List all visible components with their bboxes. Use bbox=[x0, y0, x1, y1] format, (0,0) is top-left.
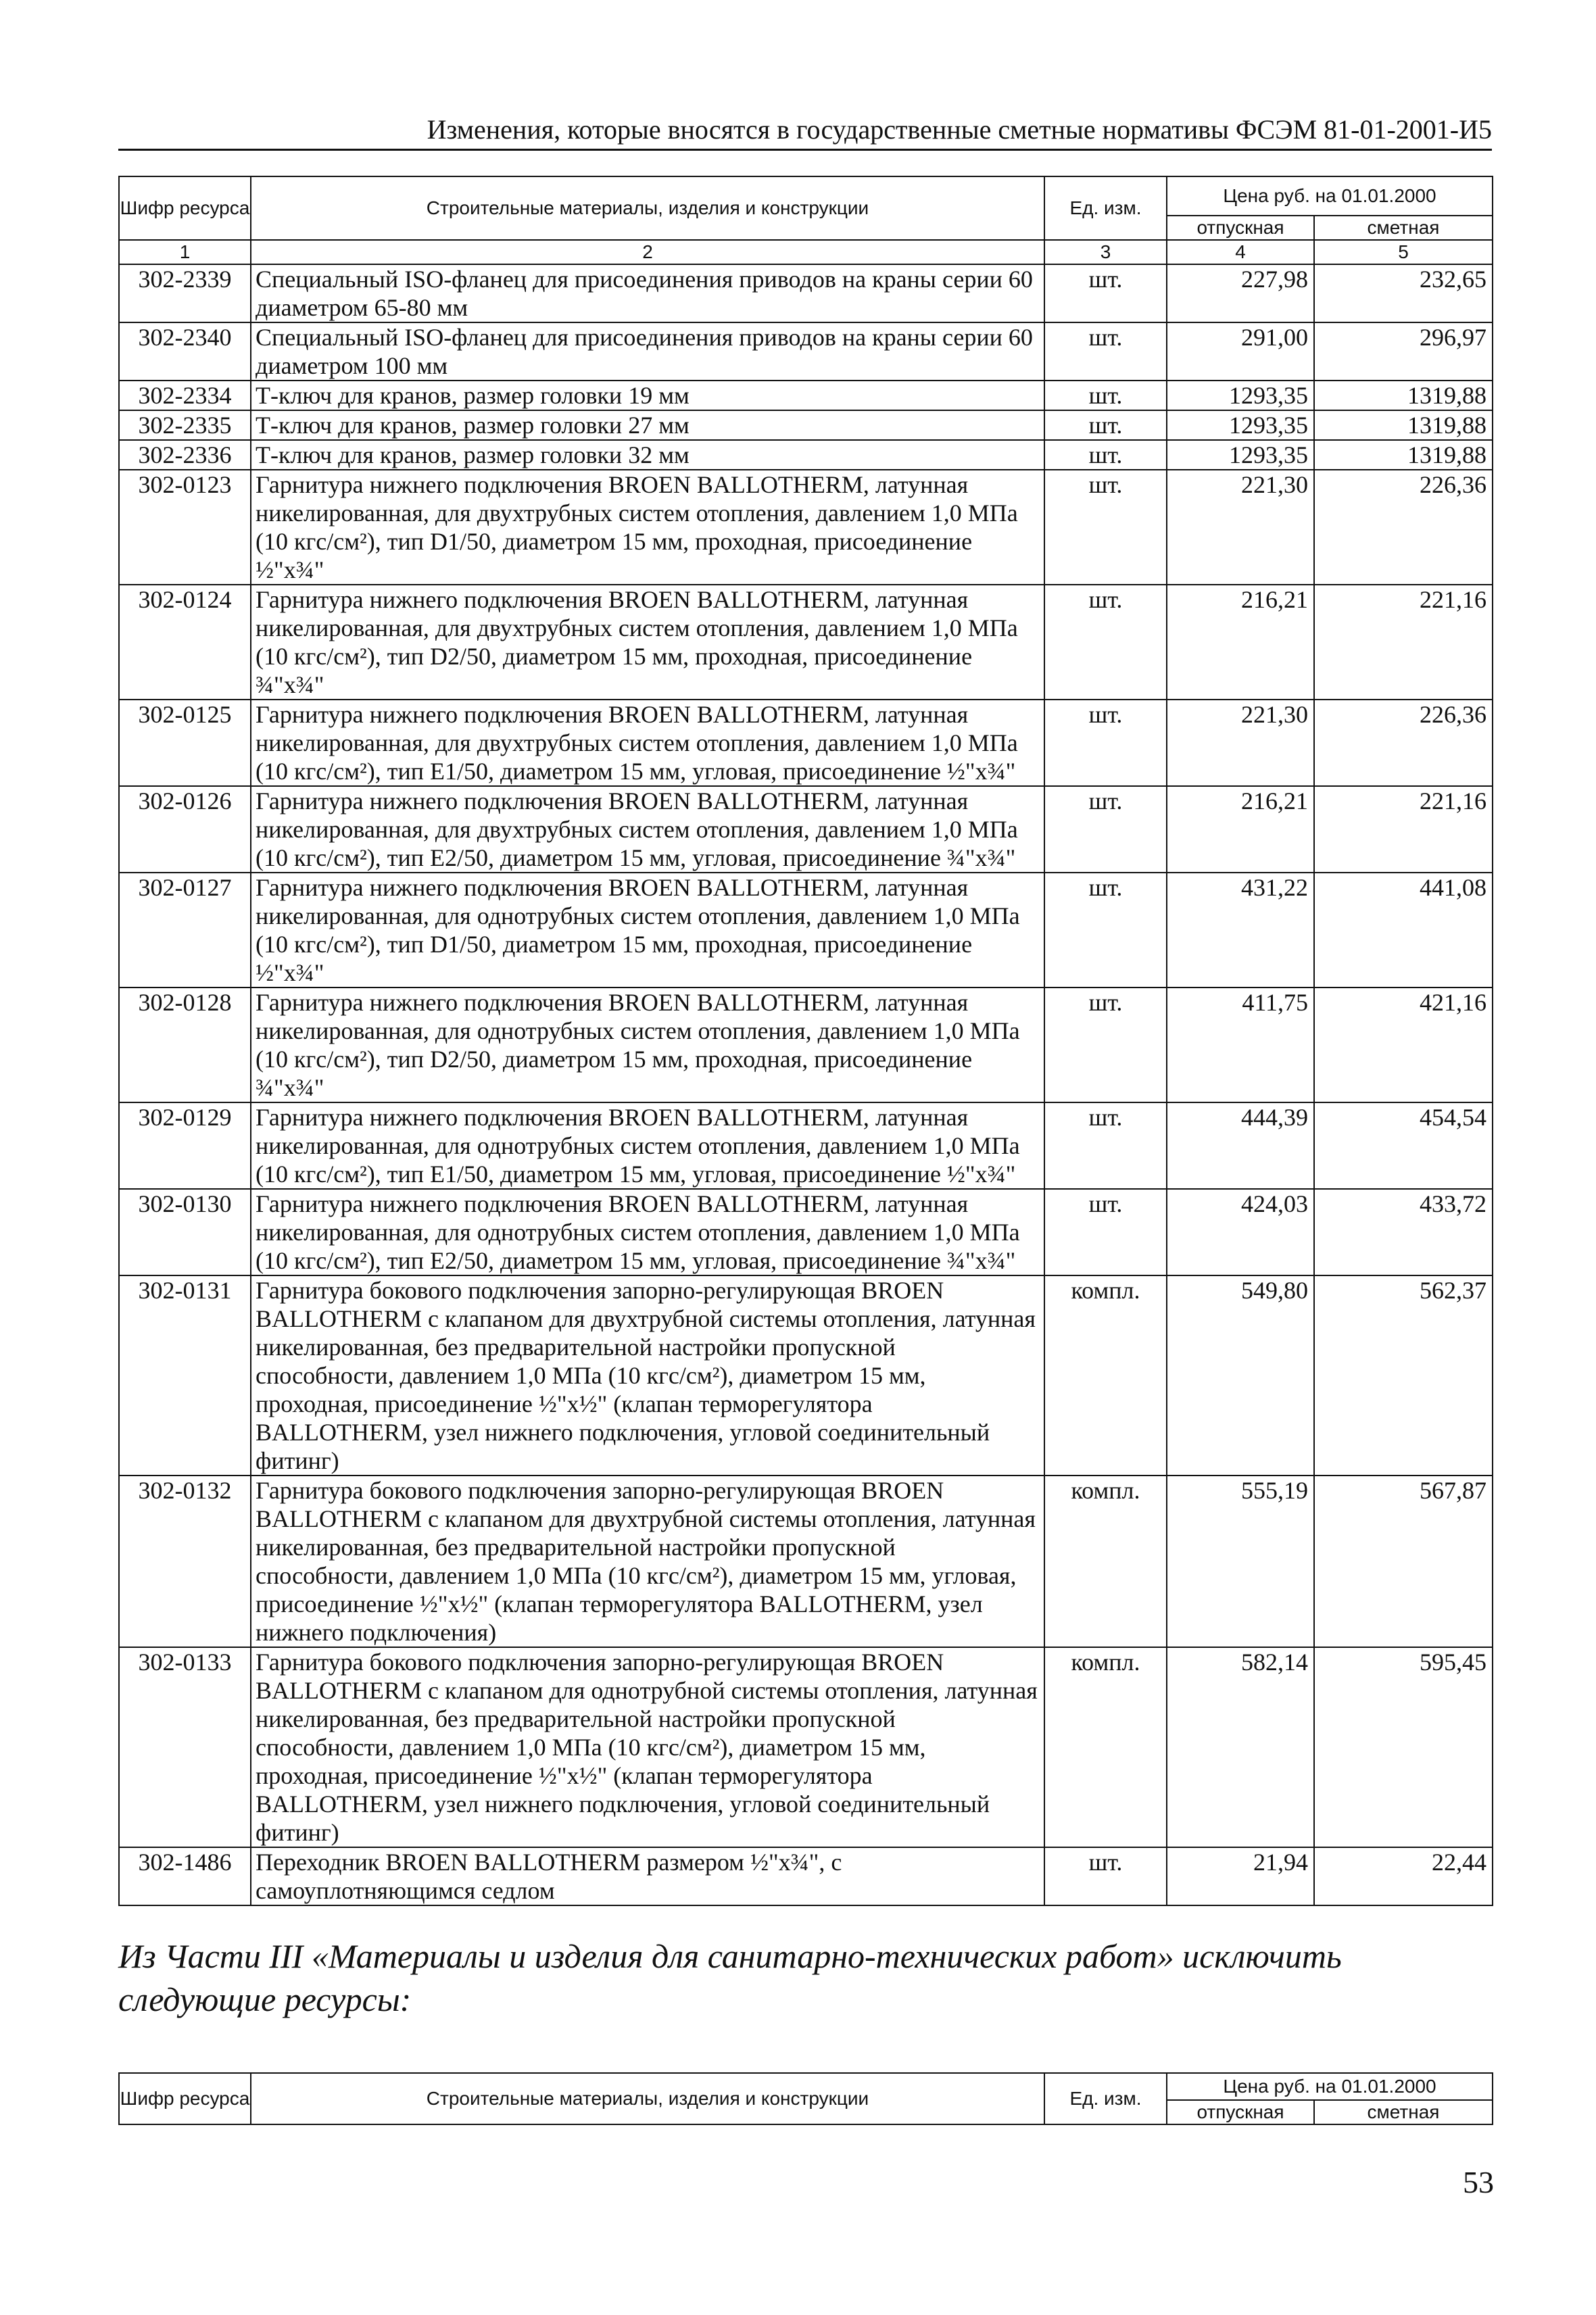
price-release: 216,21 bbox=[1167, 585, 1314, 700]
resource-description: Гарнитура нижнего подключения BROEN BALLOTHERM, латунная никелированная, для двухтрубных систем отопления, давлением 1,0 МПа (10 кгс/см²), тип E1/50, диаметром 15 мм, угловая, присоединение ½"x¾" bbox=[251, 700, 1044, 786]
price-release: 1293,35 bbox=[1167, 410, 1314, 440]
resource-description: Гарнитура бокового подключения запорно-регулирующая BROEN BALLOTHERM с клапаном для однотрубной системы отопления, латунная никелированная, без предварительной настройки пропускной способности, давлением 1,0 МПа (10 кгс/см²), диаметром 15 мм, проходная, присоединение ½"x½" (клапан терморегулятора BALLOTHERM, узел нижнего подключения, угловой соединительный фитинг) bbox=[251, 1647, 1044, 1847]
resource-description: Специальный ISO-фланец для присоединения приводов на краны серии 60 диаметром 65-80 мм bbox=[251, 264, 1044, 322]
table-row bbox=[119, 1647, 1493, 1847]
resource-code: 302-2336 bbox=[119, 440, 251, 470]
table-row bbox=[119, 873, 1493, 988]
price-release: 444,39 bbox=[1167, 1102, 1314, 1189]
price-estimate: 221,16 bbox=[1314, 585, 1493, 700]
column-header-code: Шифр ресурса bbox=[119, 176, 251, 240]
resource-code: 302-2335 bbox=[119, 410, 251, 440]
table-row bbox=[119, 470, 1493, 585]
resource-unit: шт. bbox=[1044, 470, 1167, 585]
resource-unit: шт. bbox=[1044, 264, 1167, 322]
price-release: 1293,35 bbox=[1167, 440, 1314, 470]
column-header-description: Строительные материалы, изделия и конструкции bbox=[251, 176, 1044, 240]
price-release: 549,80 bbox=[1167, 1275, 1314, 1476]
table-row bbox=[119, 440, 1493, 470]
resource-unit: компл. bbox=[1044, 1476, 1167, 1647]
resource-unit: компл. bbox=[1044, 1647, 1167, 1847]
resource-description: Т-ключ для кранов, размер головки 19 мм bbox=[251, 381, 1044, 410]
resource-unit: шт. bbox=[1044, 988, 1167, 1102]
table-row bbox=[119, 1189, 1493, 1275]
price-release: 1293,35 bbox=[1167, 381, 1314, 410]
resource-code: 302-0133 bbox=[119, 1647, 251, 1847]
resource-unit: шт. bbox=[1044, 1847, 1167, 1905]
resource-code: 302-0123 bbox=[119, 470, 251, 585]
resource-description: Гарнитура нижнего подключения BROEN BALLOTHERM, латунная никелированная, для двухтрубных систем отопления, давлением 1,0 МПа (10 кгс/см²), тип D1/50, диаметром 15 мм, проходная, присоединение ½"x¾" bbox=[251, 470, 1044, 585]
resource-code: 302-0131 bbox=[119, 1275, 251, 1476]
price-release: 221,30 bbox=[1167, 470, 1314, 585]
table-row bbox=[119, 381, 1493, 410]
header-rule bbox=[118, 149, 1492, 151]
resource-unit: шт. bbox=[1044, 410, 1167, 440]
price-estimate: 567,87 bbox=[1314, 1476, 1493, 1647]
resource-description: Переходник BROEN BALLOTHERM размером ½"x¾", с самоуплотняющимся седлом bbox=[251, 1847, 1044, 1905]
price-release: 431,22 bbox=[1167, 873, 1314, 988]
resource-description: Гарнитура нижнего подключения BROEN BALLOTHERM, латунная никелированная, для двухтрубных систем отопления, давлением 1,0 МПа (10 кгс/см²), тип D2/50, диаметром 15 мм, проходная, присоединение ¾"x¾" bbox=[251, 585, 1044, 700]
price-release: 21,94 bbox=[1167, 1847, 1314, 1905]
resource-unit: компл. bbox=[1044, 1275, 1167, 1476]
column-header-price-estimate: сметная bbox=[1314, 2100, 1493, 2124]
price-release: 227,98 bbox=[1167, 264, 1314, 322]
excluded-resources-table-header bbox=[118, 2072, 1493, 2125]
table-row bbox=[119, 264, 1493, 322]
resource-code: 302-1486 bbox=[119, 1847, 251, 1905]
resource-unit: шт. bbox=[1044, 786, 1167, 873]
price-estimate: 454,54 bbox=[1314, 1102, 1493, 1189]
page-number: 53 bbox=[1463, 2165, 1494, 2199]
resource-description: Гарнитура нижнего подключения BROEN BALLOTHERM, латунная никелированная, для однотрубных систем отопления, давлением 1,0 МПа (10 кгс/см²), тип D1/50, диаметром 15 мм, проходная, присоединение ½"x¾" bbox=[251, 873, 1044, 988]
resources-table bbox=[118, 176, 1493, 1906]
column-number: 2 bbox=[251, 240, 1044, 264]
resource-unit: шт. bbox=[1044, 1102, 1167, 1189]
price-release: 582,14 bbox=[1167, 1647, 1314, 1847]
price-estimate: 221,16 bbox=[1314, 786, 1493, 873]
resource-code: 302-0127 bbox=[119, 873, 251, 988]
column-number: 1 bbox=[119, 240, 251, 264]
price-release: 424,03 bbox=[1167, 1189, 1314, 1275]
table-row bbox=[119, 1102, 1493, 1189]
price-release: 216,21 bbox=[1167, 786, 1314, 873]
resource-code: 302-2340 bbox=[119, 322, 251, 381]
price-estimate: 226,36 bbox=[1314, 700, 1493, 786]
table-row bbox=[119, 988, 1493, 1102]
resource-code: 302-0128 bbox=[119, 988, 251, 1102]
table-row bbox=[119, 585, 1493, 700]
resource-description: Специальный ISO-фланец для присоединения приводов на краны серии 60 диаметром 100 мм bbox=[251, 322, 1044, 381]
resource-unit: шт. bbox=[1044, 585, 1167, 700]
price-estimate: 562,37 bbox=[1314, 1275, 1493, 1476]
column-header-price-release: отпускная bbox=[1167, 216, 1314, 240]
price-release: 221,30 bbox=[1167, 700, 1314, 786]
price-estimate: 433,72 bbox=[1314, 1189, 1493, 1275]
table-row bbox=[119, 786, 1493, 873]
price-estimate: 226,36 bbox=[1314, 470, 1493, 585]
page-header-title: Изменения, которые вносятся в государственные сметные нормативы ФСЭМ 81-01-2001-И5 bbox=[427, 114, 1492, 145]
price-estimate: 1319,88 bbox=[1314, 440, 1493, 470]
column-header-unit: Ед. изм. bbox=[1044, 176, 1167, 240]
price-estimate: 421,16 bbox=[1314, 988, 1493, 1102]
resource-code: 302-0124 bbox=[119, 585, 251, 700]
resource-unit: шт. bbox=[1044, 322, 1167, 381]
column-number: 5 bbox=[1314, 240, 1493, 264]
resource-description: Гарнитура нижнего подключения BROEN BALLOTHERM, латунная никелированная, для однотрубных систем отопления, давлением 1,0 МПа (10 кгс/см²), тип E2/50, диаметром 15 мм, угловая, присоединение ¾"x¾" bbox=[251, 1189, 1044, 1275]
price-estimate: 1319,88 bbox=[1314, 410, 1493, 440]
resource-unit: шт. bbox=[1044, 1189, 1167, 1275]
column-number: 4 bbox=[1167, 240, 1314, 264]
resource-unit: шт. bbox=[1044, 873, 1167, 988]
price-release: 291,00 bbox=[1167, 322, 1314, 381]
price-release: 411,75 bbox=[1167, 988, 1314, 1102]
resource-code: 302-2339 bbox=[119, 264, 251, 322]
column-number-row bbox=[119, 240, 1493, 264]
price-estimate: 1319,88 bbox=[1314, 381, 1493, 410]
price-estimate: 595,45 bbox=[1314, 1647, 1493, 1847]
table-row bbox=[119, 1476, 1493, 1647]
price-estimate: 232,65 bbox=[1314, 264, 1493, 322]
column-header-unit: Ед. изм. bbox=[1044, 2073, 1167, 2124]
resource-description: Гарнитура бокового подключения запорно-регулирующая BROEN BALLOTHERM с клапаном для двухтрубной системы отопления, латунная никелированная, без предварительной настройки пропускной способности, давлением 1,0 МПа (10 кгс/см²), диаметром 15 мм, проходная, присоединение ½"x½" (клапан терморегулятора BALLOTHERM, узел нижнего подключения, угловой соединительный фитинг) bbox=[251, 1275, 1044, 1476]
resource-code: 302-0125 bbox=[119, 700, 251, 786]
resource-code: 302-0132 bbox=[119, 1476, 251, 1647]
price-estimate: 22,44 bbox=[1314, 1847, 1493, 1905]
column-number: 3 bbox=[1044, 240, 1167, 264]
resource-unit: шт. bbox=[1044, 381, 1167, 410]
price-estimate: 296,97 bbox=[1314, 322, 1493, 381]
table-row bbox=[119, 700, 1493, 786]
table-row bbox=[119, 410, 1493, 440]
table-row bbox=[119, 1275, 1493, 1476]
column-header-price: Цена руб. на 01.01.2000 bbox=[1167, 2073, 1493, 2100]
price-release: 555,19 bbox=[1167, 1476, 1314, 1647]
resource-code: 302-0129 bbox=[119, 1102, 251, 1189]
column-header-price-release: отпускная bbox=[1167, 2100, 1314, 2124]
column-header-price: Цена руб. на 01.01.2000 bbox=[1167, 176, 1493, 216]
resource-unit: шт. bbox=[1044, 700, 1167, 786]
column-header-description: Строительные материалы, изделия и конструкции bbox=[251, 2073, 1044, 2124]
resource-description: Т-ключ для кранов, размер головки 32 мм bbox=[251, 440, 1044, 470]
resource-description: Гарнитура бокового подключения запорно-регулирующая BROEN BALLOTHERM с клапаном для двухтрубной системы отопления, латунная никелированная, без предварительной настройки пропускной способности, давлением 1,0 МПа (10 кгс/см²), диаметром 15 мм, угловая, присоединение ½"x½" (клапан терморегулятора BALLOTHERM, узел нижнего подключения) bbox=[251, 1476, 1044, 1647]
table-row bbox=[119, 1847, 1493, 1905]
column-header-code: Шифр ресурса bbox=[119, 2073, 251, 2124]
resource-unit: шт. bbox=[1044, 440, 1167, 470]
section-heading: Из Части III «Материалы и изделия для санитарно-технических работ» исключить следующие ресурсы: bbox=[118, 1937, 1342, 2018]
resource-code: 302-2334 bbox=[119, 381, 251, 410]
resource-code: 302-0130 bbox=[119, 1189, 251, 1275]
resource-code: 302-0126 bbox=[119, 786, 251, 873]
resource-description: Гарнитура нижнего подключения BROEN BALLOTHERM, латунная никелированная, для однотрубных систем отопления, давлением 1,0 МПа (10 кгс/см²), тип E1/50, диаметром 15 мм, угловая, присоединение ½"x¾" bbox=[251, 1102, 1044, 1189]
price-estimate: 441,08 bbox=[1314, 873, 1493, 988]
resource-description: Гарнитура нижнего подключения BROEN BALLOTHERM, латунная никелированная, для однотрубных систем отопления, давлением 1,0 МПа (10 кгс/см²), тип D2/50, диаметром 15 мм, проходная, присоединение ¾"x¾" bbox=[251, 988, 1044, 1102]
table-row bbox=[119, 322, 1493, 381]
resource-description: Т-ключ для кранов, размер головки 27 мм bbox=[251, 410, 1044, 440]
column-header-price-estimate: сметная bbox=[1314, 216, 1493, 240]
resource-description: Гарнитура нижнего подключения BROEN BALLOTHERM, латунная никелированная, для двухтрубных систем отопления, давлением 1,0 МПа (10 кгс/см²), тип E2/50, диаметром 15 мм, угловая, присоединение ¾"x¾" bbox=[251, 786, 1044, 873]
